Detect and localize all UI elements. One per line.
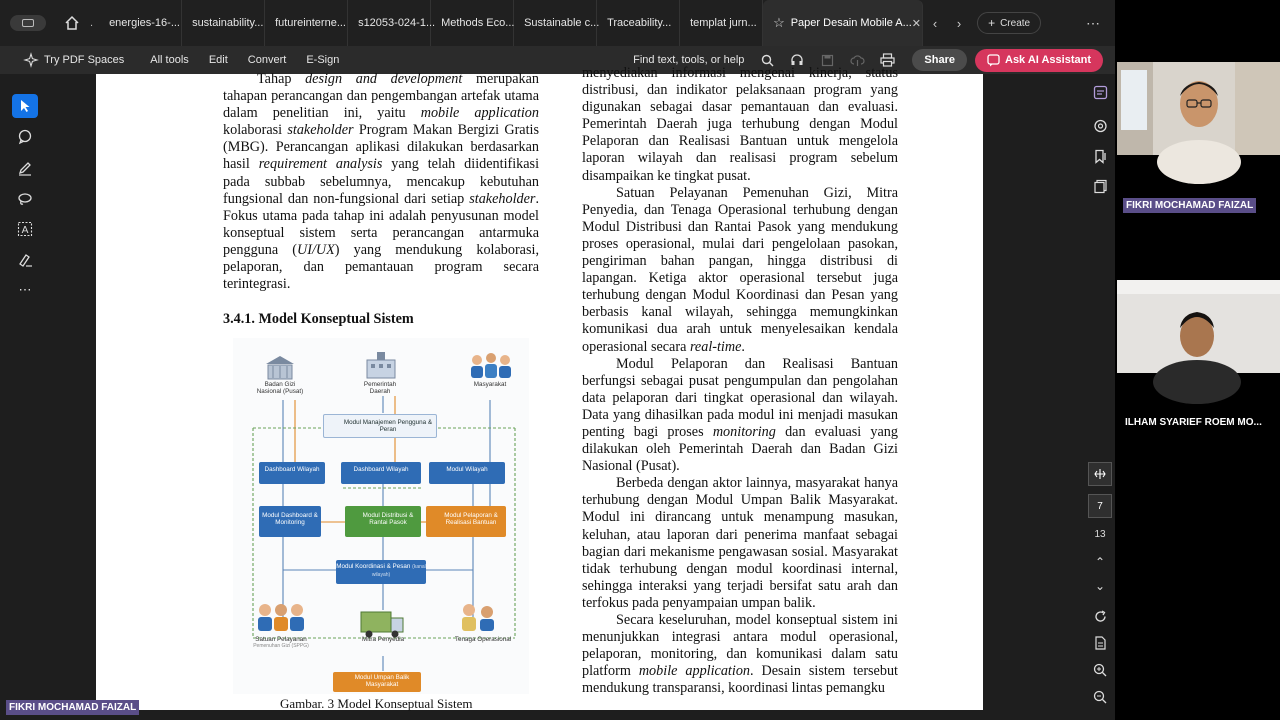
actor-masyarakat: Masyarakat (473, 381, 507, 388)
browser-tab[interactable] (597, 0, 680, 46)
right-paragraph: Secara keseluruhan, model konseptual sistem ini menunjukkan integrasi antara modul operasional, pelaporan, monitoring, dan komunikasi dalam satu platform mobile application. Desain sistem tersebut mendukung transparansi, koordinasi lintas pemangku (582, 612, 898, 697)
tab-label: Sustainable c... (524, 17, 600, 29)
window-switcher-button[interactable] (10, 15, 46, 31)
right-column-intro: menyediakan informasi mengenai kinerja, status distribusi, dan indikator pelaksanaan program yang digunakan sebagai dasar pemantauan dan evaluasi. Pemerintah Daerah juga terhubung dengan Modul Pelaporan dan Realisasi Bantuan untuk mengelola laporan wilayah dan realisasi program sebelum disampaikan ke tingkat pusat. (582, 65, 898, 184)
actor-pemda: Pemerintah Daerah (363, 381, 397, 395)
create-button[interactable] (977, 12, 1041, 34)
ask-ai-label: Ask AI Assistant (1005, 54, 1091, 66)
chevron-down-icon[interactable]: ⌄ (1094, 579, 1106, 593)
actor-tenaga-operasional: Tenaga Operasional (454, 636, 512, 643)
module-dashboard-monitoring: Modul Dashboard & Monitoring (259, 506, 321, 537)
right-tool-rail (1085, 74, 1115, 720)
chevron-up-icon[interactable]: ⌃ (1094, 555, 1106, 569)
find-input[interactable]: Find text, tools, or help (633, 54, 745, 66)
more-options-icon[interactable]: ⋯ (1086, 14, 1101, 31)
home-icon[interactable] (54, 15, 90, 31)
actor-bgn: Badan Gizi Nasional (Pusat) (256, 381, 304, 395)
text-select-icon[interactable] (12, 217, 38, 241)
module-umpan-balik: Modul Umpan Balik Masyarakat (333, 672, 421, 692)
sparkle-icon (24, 53, 38, 67)
right-paragraph: Berbeda dengan aktor lainnya, masyarakat hanya terhubung dengan Modul Umpan Balik Masyarakat. Modul ini dirancang untuk menampung masukan, keluhan, atau laporan dari penerima manfaat sebagai bagian dari mekanisme pengawasan sosial. Masyarakat tidak terhubung dengan modul koordinasi internal, sehingga interaksi yang terjadi bersifat satu arah dan terfokus pada penyampaian umpan balik. (582, 475, 898, 611)
browser-tab-bar (0, 0, 1115, 46)
browser-tab[interactable] (265, 0, 348, 46)
browser-tab[interactable] (182, 0, 265, 46)
design-development-paragraph: Tahap design and development merupakan tahapan perancangan dan pengembangan artefak utama dalam penelitian ini, yaitu mobile application kolaborasi stakeholder Program Makan Bergizi Gratis (MBG). Perancangan aplikasi dilakukan berdasarkan hasil requirement analysis yang telah diidentifikasi pada subbab sebelumnya, mencakup kebutuhan fungsional dan non-fungsional dari setiap stakeholder. Fokus utama pada tahap ini adalah penyusunan model konseptual sistem serta perancangan antarmuka pengguna (UI/UX) yang mendukung kolaborasi, pelaporan, dan pemantauan program secara terintegrasi. (223, 71, 540, 293)
operational-workers-icon (462, 604, 494, 631)
participant-name: ILHAM SYARIEF ROEM MO... (1125, 417, 1262, 428)
community-people-icon (471, 353, 511, 378)
participant-name: FIKRI MOCHAMAD FAIZAL (1123, 198, 1256, 213)
browser-tab-active[interactable] (763, 0, 923, 46)
menu-edit[interactable]: Edit (208, 54, 228, 66)
tab-label: energies-16-... (109, 17, 180, 29)
acrobat-toolbar (0, 46, 1115, 74)
browser-tab[interactable] (431, 0, 514, 46)
current-page-input[interactable]: 7 (1088, 494, 1112, 518)
fill-sign-icon[interactable] (12, 248, 38, 272)
tab-label: Paper Desain Mobile A... (790, 17, 912, 29)
actor-mitra-penyedia: Mitra Penyedia (362, 636, 404, 643)
dashboard-wilayah-1: Dashboard Wilayah (259, 462, 325, 484)
fit-width-icon[interactable] (1088, 462, 1112, 486)
tab-label: s12053-024-1... (358, 17, 436, 29)
self-name-label: FIKRI MOCHAMAD FAIZAL (6, 700, 139, 715)
left-column-text (223, 71, 539, 293)
page-document-icon[interactable] (1090, 633, 1110, 653)
refresh-icon[interactable] (1090, 606, 1110, 626)
tab-separator-dot: . (90, 17, 94, 29)
conceptual-model-figure (233, 338, 529, 694)
total-pages: 13 (1094, 529, 1106, 540)
module-user-management: Modul Manajemen Pengguna & Peran (323, 414, 437, 438)
highlight-pen-icon[interactable] (12, 156, 38, 180)
share-button[interactable]: Share (912, 49, 967, 71)
dashboard-wilayah-2: Dashboard Wilayah (341, 462, 421, 484)
star-icon[interactable]: ☆ (773, 15, 785, 30)
chevron-left-icon[interactable]: ‹ (932, 15, 938, 31)
module-distribusi-rantai-pasok: Modul Distribusi & Rantai Pasok (345, 506, 421, 537)
koordinasi-note: (kanal wilayah) (371, 564, 426, 578)
create-label: Create (1000, 17, 1031, 29)
module-pelaporan-realisasi: Modul Pelaporan & Realisasi Bantuan (426, 506, 506, 537)
building-icon (266, 356, 294, 379)
browser-tab[interactable] (680, 0, 763, 46)
participant-video (1117, 280, 1280, 373)
module-koordinasi-pesan (336, 560, 426, 584)
right-paragraph: Modul Pelaporan dan Realisasi Bantuan berfungsi sebagai pusat pengumpulan dan pengolahan data pelaporan dari tingkat operasional dan wilayah. Data yang dihasilkan pada modul ini menjadi masukan penting bagi proses monitoring dan evaluasi yang dilakukan oleh Pemerintah Daerah dan Badan Gizi Nasional (Pusat). (582, 355, 898, 475)
sppg-label: Pemenuhan Gizi (SPPG) (253, 643, 309, 649)
tab-label: futureinterne... (275, 17, 346, 29)
select-cursor-icon[interactable] (12, 94, 38, 118)
browser-tab[interactable] (99, 0, 182, 46)
participant-video (1117, 62, 1280, 155)
try-pdf-spaces-button[interactable] (14, 53, 140, 67)
menu-e-sign[interactable]: E-Sign (306, 54, 340, 66)
svg-text:A: A (21, 225, 29, 236)
actor-satuan-pelayanan (241, 636, 321, 650)
zoom-in-icon[interactable] (1090, 660, 1110, 680)
tab-label: Traceability... (607, 17, 672, 29)
service-staff-icon (258, 604, 304, 631)
participant-video-tile (1117, 62, 1280, 155)
figure-caption: Gambar. 3 Model Konseptual Sistem (280, 696, 473, 711)
menu-convert[interactable]: Convert (247, 54, 287, 66)
zoom-out-icon[interactable] (1090, 687, 1110, 707)
tab-label: Methods Eco... (441, 17, 515, 29)
close-icon[interactable]: ✕ (911, 17, 922, 30)
menu-all-tools[interactable]: All tools (150, 54, 189, 66)
government-office-icon (367, 352, 395, 378)
chevron-right-icon[interactable]: › (956, 15, 962, 31)
meeting-participants-panel (1115, 0, 1280, 720)
tab-label: sustainability... (192, 17, 264, 29)
pages-panel-icon[interactable] (1090, 176, 1110, 196)
participant-video-tile (1117, 280, 1280, 373)
comment-icon[interactable] (12, 125, 38, 149)
right-column-text (582, 65, 898, 697)
browser-tab[interactable] (514, 0, 600, 46)
browser-tab[interactable] (348, 0, 436, 46)
section-heading: 3.4.1. Model Konseptual Sistem (223, 311, 414, 327)
left-tool-rail (0, 74, 50, 720)
satuan-label: Satuan Pelayanan (255, 636, 307, 643)
draw-lasso-icon[interactable] (12, 187, 38, 211)
pdf-page (96, 65, 983, 711)
ask-ai-assistant-button[interactable] (975, 49, 1103, 72)
bookmarks-icon[interactable] (1090, 146, 1110, 166)
plus-icon: + (988, 16, 996, 30)
comments-panel-icon[interactable] (1090, 116, 1110, 136)
modul-wilayah: Modul Wilayah (429, 462, 505, 484)
right-paragraph: Satuan Pelayanan Pemenuhan Gizi, Mitra Penyedia, dan Tenaga Operasional terhubung dengan Modul Distribusi dan Rantai Pasok yang mendukung proses operasional, mulai dari pengelolaan pasokan, pengiriman bahan pangan, hingga distribusi di lapangan. Ketiga aktor operasional tersebut juga terhubung dengan Modul Koordinasi dan Pesan yang berbasis kanal wilayah, sehingga memungkinkan komunikasi dua arah untuk menyelesaikan kendala operasional secara real-time. (582, 184, 898, 355)
delivery-truck-icon (361, 612, 403, 638)
try-label: Try PDF Spaces (44, 54, 125, 66)
tab-label: templat jurn... (690, 17, 757, 29)
ai-assistant-icon (987, 54, 1000, 67)
more-tools-icon[interactable]: ⋯ (18, 282, 32, 297)
ai-summary-icon[interactable] (1090, 82, 1110, 102)
koordinasi-label: Modul Koordinasi & Pesan (336, 563, 411, 570)
